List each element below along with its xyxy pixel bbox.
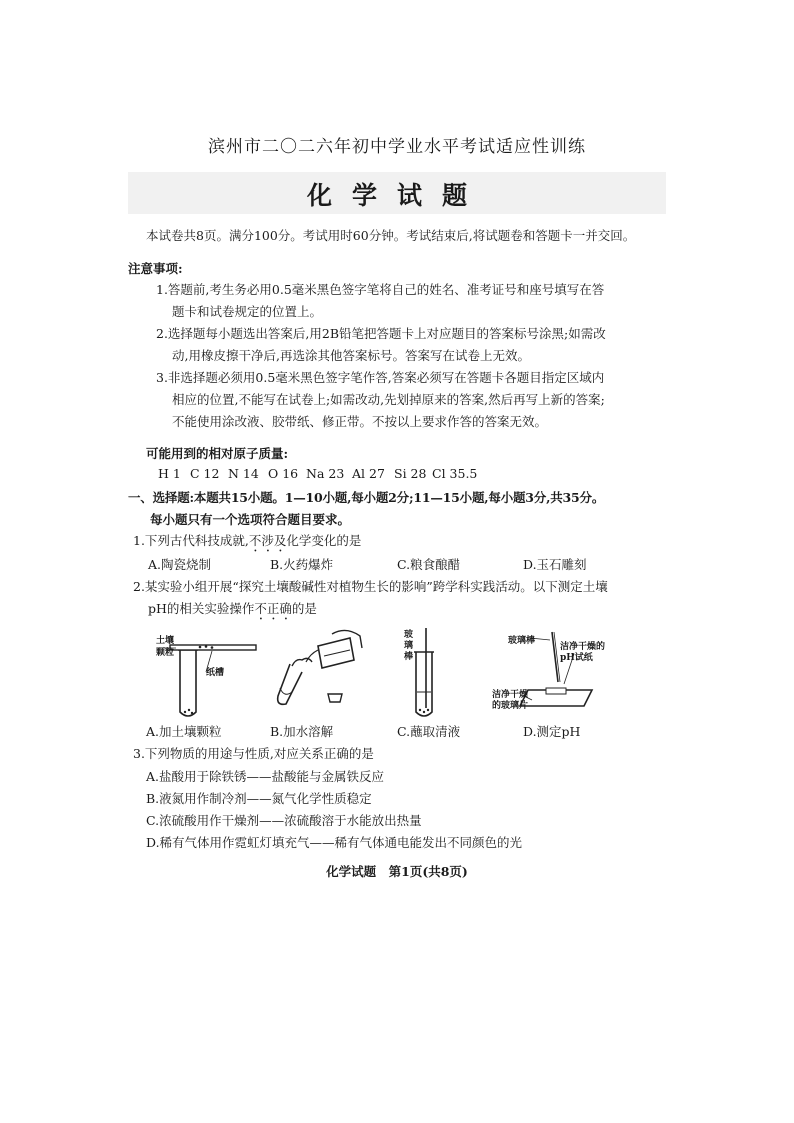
fig-c-label: 棒	[404, 652, 414, 662]
fig-d-label-plate: 的玻璃片	[492, 701, 529, 711]
atomic-mass-item: H 1	[158, 466, 181, 481]
notes-line: 1.答题前,考生务必用0.5毫米黑色签字笔将自己的姓名、准考证号和座号填写在答	[156, 282, 605, 297]
q1-stem-emphasis: 不涉及	[248, 533, 287, 548]
notes-line: 动,用橡皮擦干净后,再选涂其他答案标号。答案写在试卷上无效。	[172, 348, 530, 363]
exam-title: 滨州市二〇二六年初中学业水平考试适应性训练	[208, 137, 586, 157]
atomic-mass-item: Si 28	[394, 466, 427, 481]
fig-d-label-plate: 洁净干燥	[492, 690, 529, 700]
fig-a-label-soil: 土壤	[156, 636, 175, 646]
q1-stem-post: 化学变化的是	[286, 533, 362, 548]
atomic-mass-item: N 14	[228, 466, 259, 481]
q2-stem-pre: pH的相关实验操作	[148, 601, 255, 616]
q1-option-c: C.粮食酿醋	[397, 557, 461, 572]
notes-heading: 注意事项:	[128, 261, 183, 276]
q3-option-d: D.稀有气体用作霓虹灯填充气——稀有气体通电能发出不同颜色的光	[146, 835, 523, 850]
notes-line: 2.选择题每小题选出答案后,用2B铅笔把答题卡上对应题目的答案标号涂黑;如需改	[156, 326, 606, 341]
fig-d-label-rod: 玻璃棒	[508, 636, 536, 646]
q2-option-c: C.蘸取清液	[397, 724, 461, 739]
q2-option-d: D.测定pH	[523, 724, 581, 739]
q1-option-b: B.火药爆炸	[270, 557, 334, 572]
q1-option-d: D.玉石雕刻	[523, 557, 587, 572]
intro-text: 本试卷共8页。满分100分。考试用时60分钟。考试结束后,将试题卷和答题卡一并交回。	[146, 228, 636, 243]
q1-option-a: A.陶瓷烧制	[148, 557, 212, 572]
atomic-mass-item: Al 27	[352, 466, 385, 481]
atomic-mass-heading: 可能用到的相对原子质量:	[146, 446, 289, 461]
fig-d-label-paper: pH试纸	[560, 653, 593, 663]
fig-a-label-particle: 颗粒	[156, 648, 175, 658]
section-instruction: 每小题只有一个选项符合题目要求。	[150, 512, 351, 527]
fig-c-label: 玻	[404, 630, 414, 640]
q2-stem-post: 的是	[291, 601, 317, 616]
notes-line: 题卡和试卷规定的位置上。	[172, 304, 323, 319]
section-heading: 一、选择题:本题共15小题。1—10小题,每小题2分;11—15小题,每小题3分,共35分。	[128, 490, 605, 505]
fig-d-label-paper: 洁净干燥的	[560, 642, 606, 652]
notes-line: 不能使用涂改液、胶带纸、修正带。不按以上要求作答的答案无效。	[172, 414, 548, 429]
figure-add-water	[262, 626, 372, 726]
q3-option-c: C.浓硫酸用作干燥剂——浓硫酸溶于水能放出热量	[146, 813, 422, 828]
atomic-mass-item: Cl 35.5	[432, 466, 478, 481]
subject-title: 化学试题	[306, 181, 487, 210]
q2-option-a: A.加土壤颗粒	[146, 724, 222, 739]
q1-stem-pre: 1.下列古代科技成就,	[133, 533, 249, 548]
q2-option-b: B.加水溶解	[270, 724, 334, 739]
fig-a-label-trough: 纸槽	[206, 668, 225, 678]
atomic-mass-item: Na 23	[306, 466, 345, 481]
fig-c-label: 璃	[404, 641, 414, 651]
question-3-stem: 3.下列物质的用途与性质,对应关系正确的是	[133, 746, 374, 761]
q2-stem-emphasis: 不正确	[254, 601, 292, 616]
question-2-stem-line2	[148, 599, 317, 623]
q3-option-a: A.盐酸用于除铁锈——盐酸能与金属铁反应	[146, 769, 385, 784]
question-1-stem	[133, 531, 361, 555]
notes-line: 3.非选择题必须用0.5毫米黑色签字笔作答,答案必须写在答题卡各题目指定区域内	[156, 370, 605, 385]
atomic-mass-item: C 12	[190, 466, 220, 481]
question-2-stem: 2.某实验小组开展“探究土壤酸碱性对植物生长的影响”跨学科实践活动。以下测定土壤	[133, 579, 608, 594]
atomic-mass-item: O 16	[268, 466, 299, 481]
page-footer: 化学试题 第1页(共8页)	[326, 864, 468, 879]
notes-line: 相应的位置,不能写在试卷上;如需改动,先划掉原来的答案,然后再写上新的答案;	[172, 392, 605, 407]
q3-option-b: B.液氮用作制冷剂——氮气化学性质稳定	[146, 791, 372, 806]
